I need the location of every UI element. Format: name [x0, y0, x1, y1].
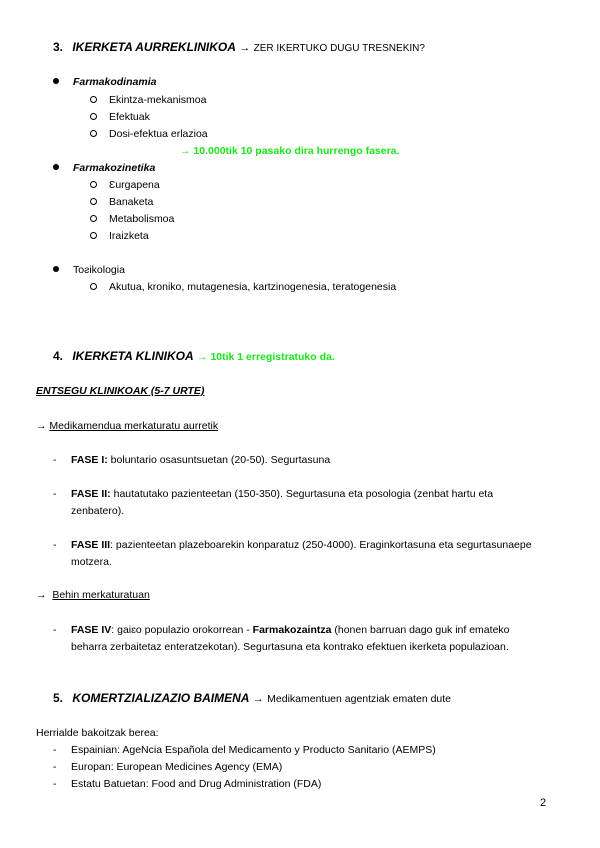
fase-label: FASE III — [71, 539, 111, 551]
fase-4 — [53, 624, 510, 636]
agency-text: Estatu Batuetan: Food and Drug Administration (FDA) — [71, 778, 322, 790]
green-note: → 10.000tik 10 pasako dira hurrengo fasera. — [180, 145, 400, 157]
agency-item — [53, 778, 321, 790]
list-item-text: Akutua, kroniko, mutagenesia, kartzinogenesia, teratogenesia — [109, 281, 397, 293]
list-item-text: Iraizketa — [109, 230, 149, 242]
section-subtitle: Medikamentuen agentziak ematen dute — [267, 693, 452, 705]
fase-label: FASE II: — [71, 488, 111, 500]
agencies-intro: Herrialde bakoitzak berea: — [36, 727, 159, 739]
arrow: → — [36, 420, 47, 432]
list-item-text: Ɛurgapena — [109, 179, 160, 191]
agency-item — [53, 744, 436, 756]
section-title: KOMERTZIALIZAZIO BAIMENA — [72, 691, 250, 705]
dash: - — [53, 539, 57, 551]
circle-bullet-icon — [90, 232, 97, 239]
arrow: → — [239, 42, 251, 54]
circle-bullet-icon — [90, 215, 97, 222]
circle-bullet-icon — [90, 198, 97, 205]
dash: - — [53, 744, 57, 756]
after-market-heading — [36, 589, 150, 601]
section-3-heading — [53, 40, 425, 54]
bullet-farmakozinetika — [53, 162, 155, 174]
section-title: IKERKETA AURREKLINIKOA — [72, 40, 236, 54]
circle-bullet-icon — [90, 181, 97, 188]
fase-label: FASE IV — [71, 624, 112, 636]
list-item-text: Metabolismoa — [109, 213, 175, 225]
section-4-heading — [53, 349, 335, 363]
fase-text: hautatutako pazienteetan (150-350). Segurtasuna eta posologia (zenbat hartu eta — [110, 488, 494, 500]
list-item-text: Dosi-efektua erlazioa — [109, 128, 208, 140]
list-item-text: Ekintza-mekanismoa — [109, 94, 207, 106]
agency-text: Europan: European Medicines Agency (EMA) — [71, 761, 283, 773]
bullet-label: Farmakozinetika — [73, 162, 156, 174]
list-item — [90, 230, 149, 242]
list-item-text: Efektuak — [109, 111, 150, 123]
arrow: → — [252, 693, 264, 705]
fase-text: boluntario osasuntsuetan (20-50). Segurtasuna — [107, 454, 331, 466]
list-item — [90, 196, 153, 208]
before-market-label: Medikamendua merkaturatu aurretik — [49, 420, 219, 432]
fase-label: FASE I: — [71, 454, 108, 466]
section-title: IKERKETA KLINIKOA — [72, 349, 194, 363]
bullet-icon — [53, 164, 59, 170]
dash: - — [53, 454, 57, 466]
fase-3 — [53, 539, 532, 551]
fase-2 — [53, 488, 493, 500]
entsegu-title: ENTSEGU KLINIKOAK (5-7 URTE) — [36, 385, 205, 397]
agency-text: Espainian: AgeNcia Española del Medicamento y Producto Sanitario (AEMPS) — [71, 744, 436, 756]
fase-text: : gaiɛo populazio orokorrean - — [111, 624, 253, 636]
green-note: → 10tik 1 erregistratuko da. — [197, 351, 335, 363]
arrow: → — [36, 589, 47, 601]
list-item — [90, 281, 396, 293]
bullet-label: Farmakodinamia — [73, 76, 157, 88]
bullet-toxikologia — [53, 264, 125, 276]
fase-1 — [53, 454, 330, 466]
dash: - — [53, 488, 57, 500]
fase-text: (honen barruan dago guk inf emateko — [331, 624, 510, 636]
fase-text: : pazienteetan plazeboarekin konparatuz (250-4000). Eraginkortasuna eta segurtasunaepe — [110, 539, 532, 551]
farmakozaintza-term: Farmakozaintza — [252, 624, 332, 636]
dash: - — [53, 778, 57, 790]
page-number: 2 — [540, 797, 547, 809]
section-subtitle: ZER IKERTUKO DUGU TRESNEKIN? — [253, 43, 425, 54]
circle-bullet-icon — [90, 130, 97, 137]
agency-item — [53, 761, 282, 773]
section-number: 5. — [53, 691, 64, 705]
circle-bullet-icon — [90, 283, 97, 290]
list-item — [90, 94, 206, 106]
list-item — [90, 111, 150, 123]
dash: - — [53, 624, 57, 636]
list-item — [90, 213, 174, 225]
before-market-heading — [36, 420, 218, 432]
section-number: 3. — [53, 40, 64, 54]
list-item — [90, 128, 208, 140]
bullet-label: Toƨikologia — [73, 264, 125, 276]
circle-bullet-icon — [90, 96, 97, 103]
list-item — [90, 179, 160, 191]
dash: - — [53, 761, 57, 773]
bullet-icon — [53, 78, 59, 84]
fase-4-cont: beharra zerbaitetaz enteratzekotan). Segurtasuna eta kontrako efektuen ikerketa populazioan. — [71, 641, 509, 653]
list-item-text: Banaketa — [109, 196, 154, 208]
section-number: 4. — [53, 349, 64, 363]
section-5-heading — [53, 691, 451, 705]
fase-3-cont: motzera. — [71, 556, 112, 568]
circle-bullet-icon — [90, 113, 97, 120]
bullet-farmakodinamia — [53, 76, 156, 88]
after-market-label: Behin merkaturatuan — [52, 589, 150, 601]
fase-2-cont: zenbatero). — [71, 505, 125, 517]
bullet-icon — [53, 266, 59, 272]
